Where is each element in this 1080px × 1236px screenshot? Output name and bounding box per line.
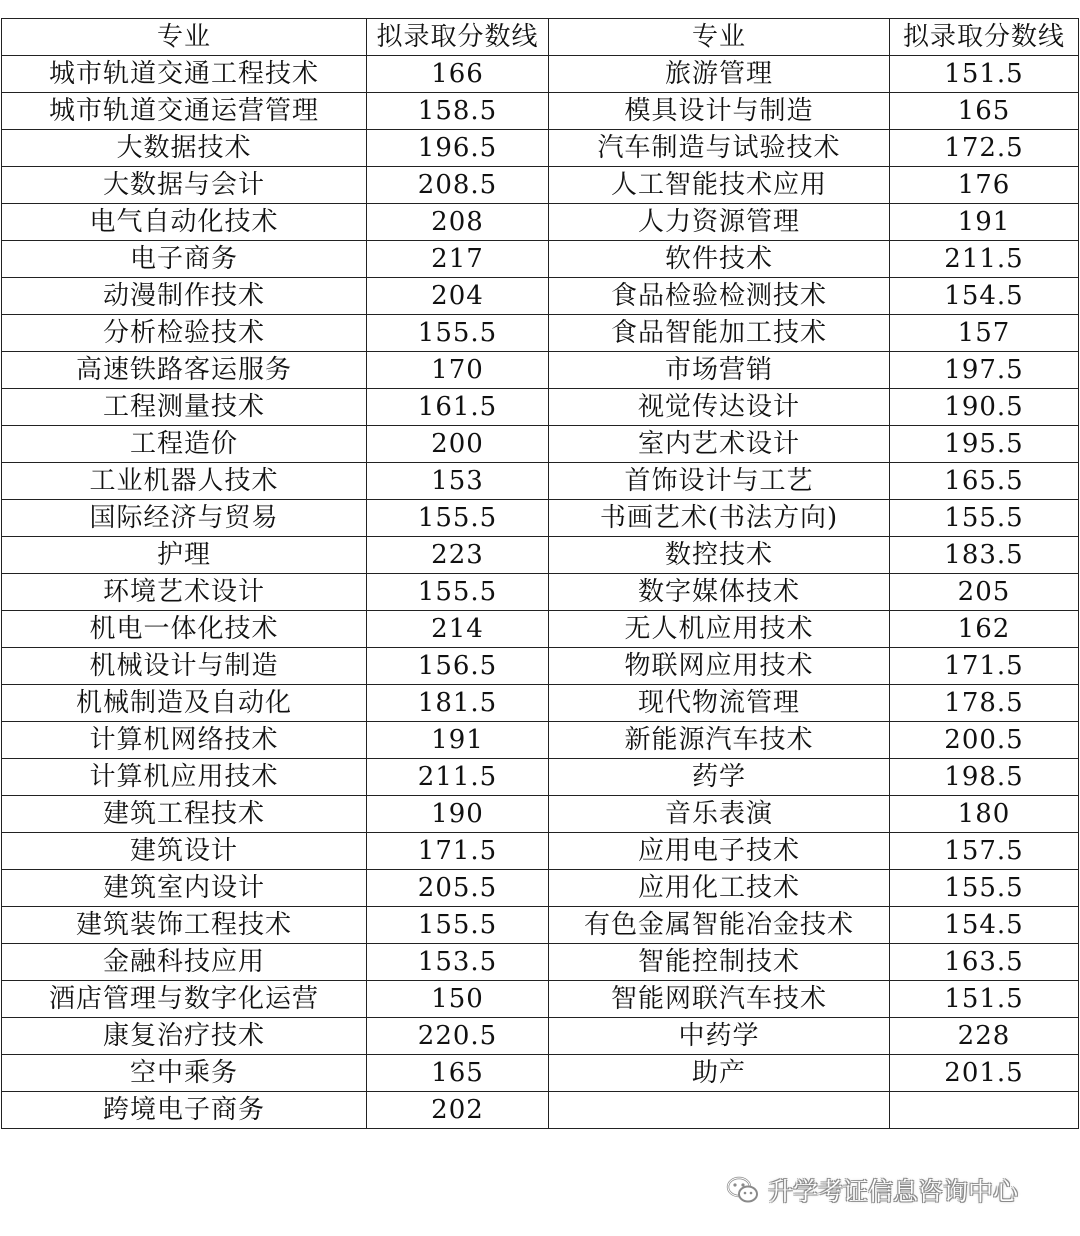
cell-score-left: 204 bbox=[367, 278, 549, 315]
header-major-left: 专业 bbox=[2, 19, 367, 56]
table-row bbox=[2, 130, 1079, 167]
cell-major-left: 建筑设计 bbox=[2, 833, 367, 870]
cell-major-left: 机械设计与制造 bbox=[2, 648, 367, 685]
cell-major-right: 无人机应用技术 bbox=[549, 611, 890, 648]
cell-score-left: 208 bbox=[367, 204, 549, 241]
cell-major-right: 应用电子技术 bbox=[549, 833, 890, 870]
cell-score-left: 155.5 bbox=[367, 500, 549, 537]
cell-major-right: 数控技术 bbox=[549, 537, 890, 574]
cell-score-right: 162 bbox=[890, 611, 1079, 648]
cell-score-right: 211.5 bbox=[890, 241, 1079, 278]
table-row bbox=[2, 204, 1079, 241]
score-table bbox=[1, 18, 1079, 1129]
cell-score-left: 161.5 bbox=[367, 389, 549, 426]
cell-major-left: 高速铁路客运服务 bbox=[2, 352, 367, 389]
cell-score-left: 217 bbox=[367, 241, 549, 278]
cell-major-left: 计算机应用技术 bbox=[2, 759, 367, 796]
table-row bbox=[2, 426, 1079, 463]
cell-major-left: 电子商务 bbox=[2, 241, 367, 278]
cell-major-right: 助产 bbox=[549, 1055, 890, 1092]
table-row bbox=[2, 648, 1079, 685]
cell-major-left: 机电一体化技术 bbox=[2, 611, 367, 648]
cell-major-left: 分析检验技术 bbox=[2, 315, 367, 352]
cell-major-left: 城市轨道交通工程技术 bbox=[2, 56, 367, 93]
cell-major-left: 建筑工程技术 bbox=[2, 796, 367, 833]
table-row bbox=[2, 1092, 1079, 1129]
cell-score-right: 155.5 bbox=[890, 870, 1079, 907]
cell-score-left: 150 bbox=[367, 981, 549, 1018]
cell-score-left: 155.5 bbox=[367, 315, 549, 352]
watermark bbox=[726, 1170, 1018, 1210]
cell-major-left: 城市轨道交通运营管理 bbox=[2, 93, 367, 130]
cell-score-right: 178.5 bbox=[890, 685, 1079, 722]
cell-score-right: 183.5 bbox=[890, 537, 1079, 574]
cell-score-left: 153.5 bbox=[367, 944, 549, 981]
header-row bbox=[2, 19, 1079, 56]
cell-major-left: 大数据技术 bbox=[2, 130, 367, 167]
cell-major-left: 工程测量技术 bbox=[2, 389, 367, 426]
cell-major-left: 空中乘务 bbox=[2, 1055, 367, 1092]
cell-major-left: 酒店管理与数字化运营 bbox=[2, 981, 367, 1018]
cell-major-right: 市场营销 bbox=[549, 352, 890, 389]
table-row bbox=[2, 833, 1079, 870]
watermark-text: 升学考证信息咨询中心 bbox=[768, 1177, 1019, 1206]
cell-score-left: 170 bbox=[367, 352, 549, 389]
cell-major-right: 有色金属智能冶金技术 bbox=[549, 907, 890, 944]
cell-score-left: 165 bbox=[367, 1055, 549, 1092]
table-row bbox=[2, 722, 1079, 759]
cell-major-right: 物联网应用技术 bbox=[549, 648, 890, 685]
cell-major-left: 国际经济与贸易 bbox=[2, 500, 367, 537]
cell-score-right: 195.5 bbox=[890, 426, 1079, 463]
cell-score-right: 190.5 bbox=[890, 389, 1079, 426]
cell-score-left: 166 bbox=[367, 56, 549, 93]
cell-major-left: 大数据与会计 bbox=[2, 167, 367, 204]
header-major-right: 专业 bbox=[549, 19, 890, 56]
cell-score-right: 228 bbox=[890, 1018, 1079, 1055]
cell-score-right: 154.5 bbox=[890, 278, 1079, 315]
table-row bbox=[2, 944, 1079, 981]
cell-score-left: 191 bbox=[367, 722, 549, 759]
table-row bbox=[2, 93, 1079, 130]
cell-major-right: 汽车制造与试验技术 bbox=[549, 130, 890, 167]
cell-score-right: 191 bbox=[890, 204, 1079, 241]
cell-major-left: 机械制造及自动化 bbox=[2, 685, 367, 722]
cell-score-left: 214 bbox=[367, 611, 549, 648]
cell-score-right: 198.5 bbox=[890, 759, 1079, 796]
table-row bbox=[2, 352, 1079, 389]
cell-score-left: 223 bbox=[367, 537, 549, 574]
cell-major-left: 护理 bbox=[2, 537, 367, 574]
table-row bbox=[2, 796, 1079, 833]
cell-major-right: 药学 bbox=[549, 759, 890, 796]
table-row bbox=[2, 167, 1079, 204]
table-row bbox=[2, 611, 1079, 648]
cell-score-left: 200 bbox=[367, 426, 549, 463]
cell-score-right: 151.5 bbox=[890, 56, 1079, 93]
table-row bbox=[2, 574, 1079, 611]
cell-major-right: 软件技术 bbox=[549, 241, 890, 278]
cell-score-right: 197.5 bbox=[890, 352, 1079, 389]
table-row bbox=[2, 1055, 1079, 1092]
table-row bbox=[2, 241, 1079, 278]
cell-score-right: 155.5 bbox=[890, 500, 1079, 537]
header-score-left: 拟录取分数线 bbox=[367, 19, 549, 56]
table-row bbox=[2, 463, 1079, 500]
cell-major-right: 音乐表演 bbox=[549, 796, 890, 833]
cell-score-left: 205.5 bbox=[367, 870, 549, 907]
table-row bbox=[2, 907, 1079, 944]
cell-major-left: 金融科技应用 bbox=[2, 944, 367, 981]
table-body bbox=[2, 56, 1079, 1129]
cell-score-left: 158.5 bbox=[367, 93, 549, 130]
cell-score-right: 180 bbox=[890, 796, 1079, 833]
table-row bbox=[2, 870, 1079, 907]
cell-major-right: 旅游管理 bbox=[549, 56, 890, 93]
cell-score-left: 211.5 bbox=[367, 759, 549, 796]
cell-score-right: 172.5 bbox=[890, 130, 1079, 167]
table-row bbox=[2, 537, 1079, 574]
cell-major-right: 模具设计与制造 bbox=[549, 93, 890, 130]
table-row bbox=[2, 278, 1079, 315]
table-row bbox=[2, 759, 1079, 796]
cell-major-left: 建筑装饰工程技术 bbox=[2, 907, 367, 944]
cell-major-right bbox=[549, 1092, 890, 1129]
cell-score-right: 163.5 bbox=[890, 944, 1079, 981]
cell-score-left: 181.5 bbox=[367, 685, 549, 722]
cell-score-left: 208.5 bbox=[367, 167, 549, 204]
table-row bbox=[2, 500, 1079, 537]
cell-score-right: 171.5 bbox=[890, 648, 1079, 685]
table-row bbox=[2, 56, 1079, 93]
cell-score-right: 205 bbox=[890, 574, 1079, 611]
table-row bbox=[2, 981, 1079, 1018]
cell-score-right: 200.5 bbox=[890, 722, 1079, 759]
cell-score-left: 196.5 bbox=[367, 130, 549, 167]
cell-major-left: 电气自动化技术 bbox=[2, 204, 367, 241]
cell-score-right: 151.5 bbox=[890, 981, 1079, 1018]
table-row bbox=[2, 389, 1079, 426]
cell-major-left: 动漫制作技术 bbox=[2, 278, 367, 315]
cell-major-right: 智能控制技术 bbox=[549, 944, 890, 981]
cell-score-left: 156.5 bbox=[367, 648, 549, 685]
cell-score-left: 220.5 bbox=[367, 1018, 549, 1055]
cell-score-left: 153 bbox=[367, 463, 549, 500]
cell-major-left: 跨境电子商务 bbox=[2, 1092, 367, 1129]
cell-major-left: 康复治疗技术 bbox=[2, 1018, 367, 1055]
cell-major-right: 书画艺术(书法方向) bbox=[549, 500, 890, 537]
cell-score-right: 154.5 bbox=[890, 907, 1079, 944]
cell-score-right bbox=[890, 1092, 1079, 1129]
cell-major-left: 工程造价 bbox=[2, 426, 367, 463]
cell-major-left: 环境艺术设计 bbox=[2, 574, 367, 611]
cell-major-right: 人工智能技术应用 bbox=[549, 167, 890, 204]
cell-major-right: 新能源汽车技术 bbox=[549, 722, 890, 759]
table-row bbox=[2, 1018, 1079, 1055]
cell-score-left: 155.5 bbox=[367, 574, 549, 611]
cell-major-right: 室内艺术设计 bbox=[549, 426, 890, 463]
cell-score-left: 155.5 bbox=[367, 907, 549, 944]
cell-score-right: 165.5 bbox=[890, 463, 1079, 500]
cell-score-left: 202 bbox=[367, 1092, 549, 1129]
cell-major-right: 食品检验检测技术 bbox=[549, 278, 890, 315]
cell-major-right: 视觉传达设计 bbox=[549, 389, 890, 426]
cell-major-right: 中药学 bbox=[549, 1018, 890, 1055]
cell-major-right: 应用化工技术 bbox=[549, 870, 890, 907]
cell-major-right: 现代物流管理 bbox=[549, 685, 890, 722]
cell-score-right: 176 bbox=[890, 167, 1079, 204]
cell-major-right: 食品智能加工技术 bbox=[549, 315, 890, 352]
cell-major-left: 计算机网络技术 bbox=[2, 722, 367, 759]
table-row bbox=[2, 685, 1079, 722]
cell-score-right: 157.5 bbox=[890, 833, 1079, 870]
wechat-icon bbox=[726, 1175, 760, 1205]
cell-major-right: 人力资源管理 bbox=[549, 204, 890, 241]
cell-major-right: 智能网联汽车技术 bbox=[549, 981, 890, 1018]
cell-score-right: 201.5 bbox=[890, 1055, 1079, 1092]
cell-score-left: 171.5 bbox=[367, 833, 549, 870]
cell-score-right: 157 bbox=[890, 315, 1079, 352]
cell-major-left: 工业机器人技术 bbox=[2, 463, 367, 500]
table-row bbox=[2, 315, 1079, 352]
cell-score-left: 190 bbox=[367, 796, 549, 833]
cell-major-right: 首饰设计与工艺 bbox=[549, 463, 890, 500]
header-score-right: 拟录取分数线 bbox=[890, 19, 1079, 56]
cell-score-right: 165 bbox=[890, 93, 1079, 130]
cell-major-right: 数字媒体技术 bbox=[549, 574, 890, 611]
cell-major-left: 建筑室内设计 bbox=[2, 870, 367, 907]
